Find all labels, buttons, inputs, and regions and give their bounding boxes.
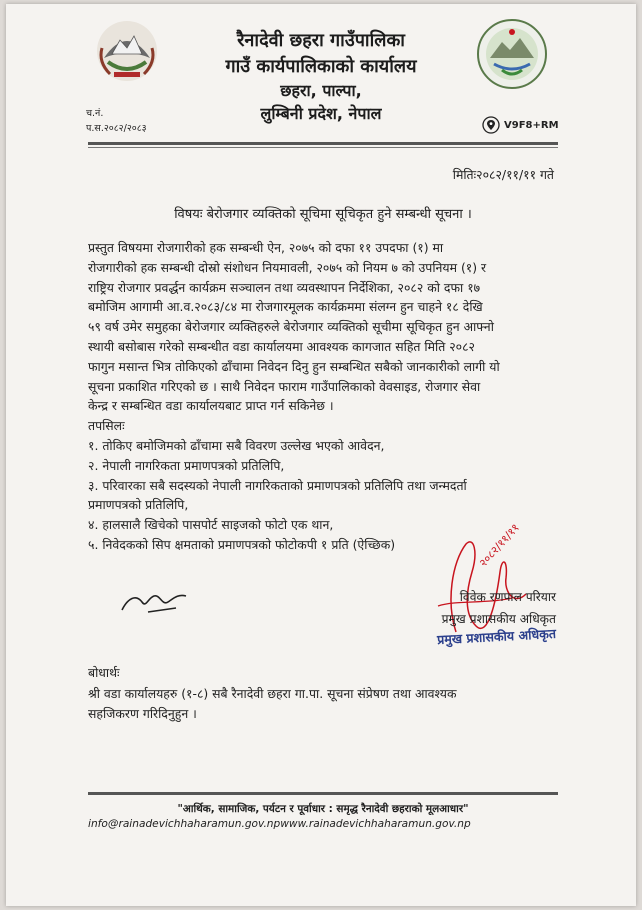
notice-subject: विषयः बेरोजगार व्यक्तिको सूचिमा सूचिकृत हुने सम्बन्धी सूचना । <box>174 207 472 222</box>
handwritten-initial-icon <box>118 584 198 624</box>
attachment-item: १. तोकिए बमोजिमको ढाँचामा सबै विवरण उल्लेख भएको आवेदन, <box>88 437 385 453</box>
attachment-item: ४. हालसालै खिचेको पासपोर्ट साइजको फोटो एक थान, <box>88 517 334 533</box>
body-line: राष्ट्रिय रोजगार प्रवर्द्धन कार्यक्रम सञ्चालन तथा व्यवस्थापन निर्देशिका, २०८२ को दफा १७ <box>88 279 481 295</box>
location-code: V9F8+RM <box>504 119 559 131</box>
location-pin-icon <box>482 116 500 134</box>
attachment-item: ५. निवेदकको सिप क्षमताको प्रमाणपत्रको फोटोकपी १ प्रति (ऐच्छिक) <box>88 536 396 552</box>
province-line: लुम्बिनी प्रदेश, नेपाल <box>260 104 382 123</box>
signatory-title: प्रमुख प्रशासकीय अधिकृत <box>441 612 556 626</box>
body-line: ५९ वर्ष उमेर समुहका बेरोजगार व्यक्तिहरुले बेरोजगार व्यक्तिको सूचीमा सूचिकृत हुन आफ्नो <box>88 319 494 335</box>
cc-label: बोधार्थः <box>88 665 120 680</box>
body-line: स्थायी बसोबास गरेको सम्बन्धीत वडा कार्यालयमा आवश्यक कागजात सहित मिति २०८२ <box>88 338 476 354</box>
attachment-item: २. नेपाली नागरिकता प्रमाणपत्रको प्रतिलिपि, <box>88 457 285 473</box>
municipality-logo-icon <box>476 18 548 90</box>
body-line: सूचना प्रकाशित गरिएको छ । साथै निवेदन फाराम गाउँपालिकाको वेवसाइड, रोजगार सेवा <box>88 378 481 394</box>
body-line: फागुन मसान्त भित्र तोकिएको ढाँचामा निवेदन दिनु हुन सम्बन्धित सबैको जानकारीको लागी यो <box>88 358 500 374</box>
body-line: प्रस्तुत विषयमा रोजगारीको हक सम्बन्धी ऐन, २०७५ को दफा ११ उपदफा (१) मा <box>88 240 444 255</box>
location-badge <box>482 116 559 134</box>
body-line: केन्द्र र सम्बन्धित वडा कार्यालयबाट प्राप्त गर्न सकिनेछ । <box>88 398 334 414</box>
body-line: रोजगारीको हक सम्बन्धी दोस्रो संशोधन नियमावली, २०७५ को नियम ७ को उपनियम (१) र <box>88 259 487 275</box>
footer-contacts: info@rainadevichhaharamun.gov.npwww.rainadevichhaharamun.gov.np <box>88 818 471 830</box>
org-name: रैनादेवी छहरा गाउँपालिका <box>237 30 405 51</box>
signatory-name: विवेक रणपाल परियार <box>459 590 556 604</box>
ref-cha-number: च.नं. <box>86 108 104 119</box>
header-divider-thin <box>88 147 558 148</box>
handwritten-date: २०८२/११/११ <box>476 521 522 570</box>
body-line: बमोजिम आगामी आ.व.२०८३/८४ मा रोजगारमूलक कार्यक्रममा संलग्न हुन चाहने १८ देखि <box>88 299 483 315</box>
cc-line: श्री वडा कार्यालयहरु (१-८) सबै रैनादेवी छहरा गा.पा. सूचना संप्रेषण तथा आवश्यक <box>88 686 457 701</box>
cc-line: सहजिकरण गरिदिनुहुन । <box>88 705 197 721</box>
official-stamp: प्रमुख प्रशासकीय अधिकृत <box>436 625 557 648</box>
document-page <box>6 4 636 906</box>
attachment-item: ३. परिवारका सबै सदस्यको नेपाली नागरिकताको प्रमाणपत्रको प्रतिलिपि तथा जन्मदर्ता <box>88 477 467 493</box>
header-divider <box>88 142 558 145</box>
attachments-label: तपसिलः <box>88 418 125 434</box>
address-line: छहरा, पाल्पा, <box>280 81 362 100</box>
office-name: गाउँ कार्यपालिकाको कार्यालय <box>225 56 417 77</box>
notice-date: मितिः२०८२/११/११ गते <box>452 167 554 182</box>
footer-slogan: "आर्थिक, सामाजिक, पर्यटन र पूर्वाधार : समृद्ध रैनादेवी छहराको मूलआधार" <box>177 803 469 815</box>
nepal-emblem-icon <box>94 18 160 84</box>
attachment-item: प्रमाणपत्रको प्रतिलिपि, <box>88 497 189 513</box>
footer-divider <box>88 792 558 795</box>
cc-body <box>88 684 558 724</box>
notice-body <box>88 238 558 555</box>
ref-pa-number: प.स.२०८२/२०८३ <box>86 123 147 134</box>
